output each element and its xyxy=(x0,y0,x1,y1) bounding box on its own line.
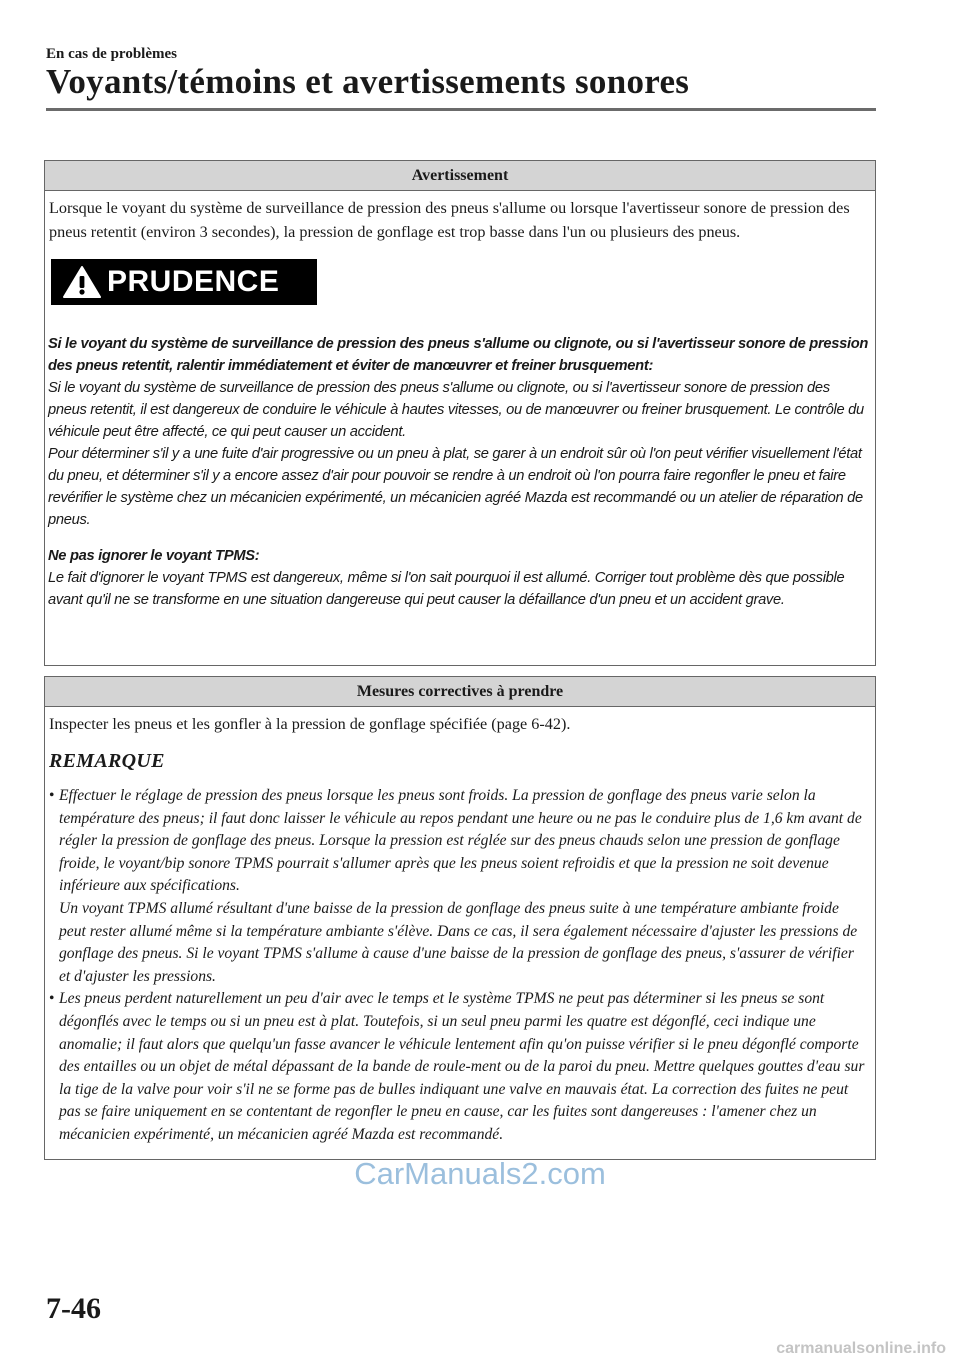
warning-text: Lorsque le voyant du système de surveillance de pression des pneus s'allume ou lorsque l'avertisseur sonore de pression des pneus retentit (environ 3 secondes), la pression de gonflage est trop basse dans l'un ou plusieurs des pneus. xyxy=(49,199,850,241)
note-item xyxy=(45,785,869,988)
caution-2-body: Le fait d'ignorer le voyant TPMS est dangereux, même si l'on sait pourquoi il est allumé. Corriger tout problème dès que possible avant qu'il ne se transforme en une situation dangereuse qui peut causer la défaillance d'un pneu et un accident grave. xyxy=(48,570,845,608)
warning-triangle-icon xyxy=(63,265,101,299)
warning-box xyxy=(44,160,876,666)
footer-site-watermark: carmanualsonline.info xyxy=(776,1340,946,1357)
caution-1-body: Si le voyant du système de surveillance de pression des pneus s'allume ou clignote, ou si l'avertisseur sonore de pression des pneus retentit, il est dangereux de conduire le véhicule à hautes vitesses, ou de manœuvrer ou freiner brusquement. Le contrôle du véhicule peut être affecté, ce qui peut causer un accident. xyxy=(48,380,864,440)
page-title: Voyants/témoins et avertissements sonores xyxy=(46,62,690,101)
note-1-text: Effectuer le réglage de pression des pneus lorsque les pneus sont froids. La pression de gonflage des pneus varie selon la température des pneus; il faut donc laisser le véhicule au repos pendant une heure ou ne pas le conduire plus de 1,6 km avant de régler la pression de gonflage des pneus. Lorsque la pression est réglée sur des pneus chauds selon une pression de gonflage froide, le voyant/bip sonore TPMS pourrait s'allumer après que les pneus soient refroidis et que la pression ne soit devenue inférieure aux spécifications. xyxy=(59,787,862,895)
warning-box-heading: Avertissement xyxy=(45,161,875,191)
section-label: En cas de problèmes xyxy=(46,46,177,62)
prudence-banner xyxy=(51,259,317,305)
page-number: 7-46 xyxy=(46,1292,101,1325)
prudence-label: PRUDENCE xyxy=(107,265,280,298)
bullet: • xyxy=(49,787,55,804)
measures-box xyxy=(44,676,876,1160)
caution-1-title: Si le voyant du système de surveillance de pression des pneus s'allume ou clignote, ou si l'avertisseur sonore de pression des pneus retentit, ralentir immédiatement et éviter de manœuvrer et freiner brusquement: xyxy=(48,336,869,374)
measures-text: Inspecter les pneus et les gonfler à la pression de gonflage spécifiée (page 6-42). xyxy=(49,715,571,733)
title-divider xyxy=(46,108,876,111)
remarque-heading: REMARQUE xyxy=(49,750,165,772)
caution-block-1 xyxy=(45,333,875,531)
note-1-continued: Un voyant TPMS allumé résultant d'une baisse de la pression de gonflage des pneus suite à une température ambiante froide peut rester allumé même si la température ambiante s'élève. Dans ce cas, il sera également nécessaire d'ajuster les pressions de gonflage des pneus. Si le voyant TPMS s'allume à cause d'une baisse de la pression de gonflage des pneus, s'assurer de vérifier et d'ajuster les pressions. xyxy=(59,899,858,985)
note-item xyxy=(45,988,869,1146)
caution-block-2 xyxy=(45,545,875,611)
caution-2-title: Ne pas ignorer le voyant TPMS: xyxy=(48,548,260,564)
bullet: • xyxy=(49,990,55,1008)
watermark: CarManuals2.com xyxy=(354,1156,606,1191)
measures-box-heading: Mesures correctives à prendre xyxy=(45,677,875,707)
note-2-text: Les pneus perdent naturellement un peu d'air avec le temps et le système TPMS ne peut pas déterminer si les pneus se sont dégonflés avec le temps ou si un pneu est à plat. Toutefois, si un seul pneu parmi les quatre est dégonflé, ceci indique une anomalie; il faut alors que quelqu'un fasse avancer le véhicule lentement afin qu'on puisse vérifier si le pneu dégonflé comporte des entailles ou un objet de métal dépassant de la bande de roule-ment ou de la paroi du pneu. Mettre quelques gouttes d'eau sur la tige de la valve pour voir s'il ne se forme pas de bulles indiquant une valve en mauvais état. La correction des fuites ne peut pas se faire uniquement en se contentant de regonfler le pneu en cause, car les fuites sont dangereuses : l'amener chez un mécanicien expérimenté, un mécanicien agréé Mazda est recommandé. xyxy=(59,990,865,1143)
caution-1-body-2: Pour déterminer s'il y a une fuite d'air progressive ou un pneu à plat, se garer à un endroit sûr où l'on peut vérifier visuellement l'état du pneu, et déterminer s'il y a encore assez d'air pour pouvoir se rendre à un endroit où l'on pourra faire regonfler le pneu et faire revérifier le système chez un mécanicien expérimenté, un mécanicien agréé Mazda est recommandé ou un atelier de réparation de pneus. xyxy=(48,446,863,528)
remarque-notes xyxy=(45,785,875,1147)
